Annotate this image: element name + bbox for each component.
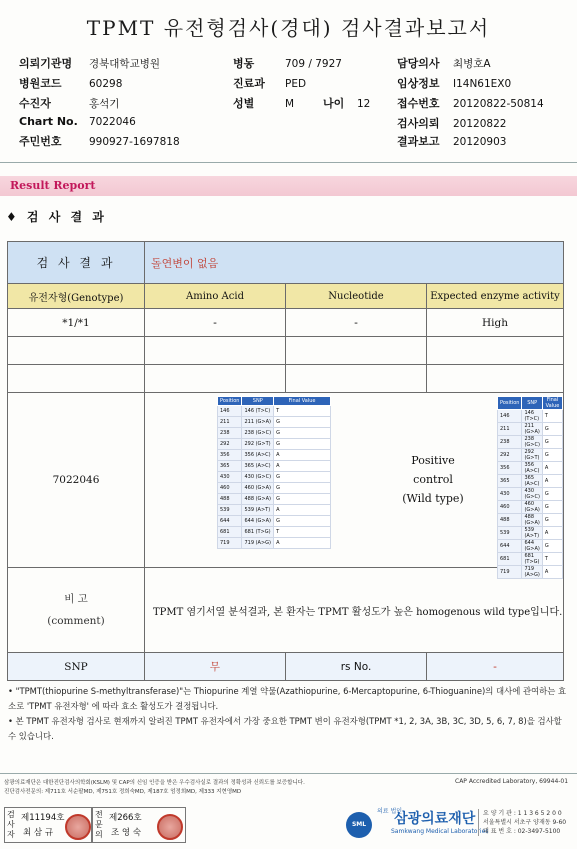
snp-change: 211 (G>A) — [242, 417, 274, 428]
snp-change: 430 (G>C) — [242, 472, 274, 483]
comment-cell: TPMT 염기서열 분석결과, 본 환자는 TPMT 활성도가 높은 homogenous wild type입니다. — [145, 568, 564, 653]
snp-position: 211 — [218, 417, 242, 428]
snp-row — [218, 483, 331, 494]
empty-cell — [145, 365, 286, 393]
amino-acid-cell: - — [145, 309, 286, 337]
snp-change: 488 (G>A) — [242, 494, 274, 505]
comment-label-cell: 비 고 (comment) — [8, 568, 145, 653]
snp-row — [218, 417, 331, 428]
sig-name: 조 영 숙 — [111, 828, 142, 838]
snp-change: 460 (G>A) — [242, 483, 274, 494]
snp-change: 292 (G>T) — [242, 439, 274, 450]
snp-final-value: G — [274, 472, 331, 483]
rs-label-cell: rs No. — [286, 653, 427, 681]
snp-final-value: T — [542, 410, 562, 423]
snp-position: 430 — [218, 472, 242, 483]
snp-final-value: T — [274, 527, 331, 538]
snp-row — [218, 494, 331, 505]
receipt-no-field: 접수번호 20120822-50814 — [397, 97, 544, 110]
signature-box-specialist — [92, 807, 186, 843]
clinical-info-field: 임상정보 I14N61EX0 — [397, 77, 512, 90]
snp-row — [498, 527, 563, 540]
institution-field: 의뢰기관명 경북대학교병원 — [19, 57, 161, 70]
snp-change: 460 (G>A) — [522, 501, 542, 514]
chart-no-field: Chart No. 7022046 — [19, 115, 136, 128]
control-snp-table-wrap — [497, 396, 563, 579]
sig-label: 검 사 자 — [7, 810, 15, 839]
snp-position: 356 — [218, 450, 242, 461]
snp-position: 146 — [498, 410, 522, 423]
snp-final-value: G — [542, 449, 562, 462]
footer-line-2: 진단검사전문의: 제711호 서순팔MD, 제751호 정희숙MD, 제187호 엄정희MD, 제333 지현영MD — [4, 789, 242, 795]
sig-license-no: 제11194호 — [21, 813, 65, 823]
report-title: TPMT 유전형검사(경대) 검사결과보고서 — [86, 16, 491, 40]
notes — [8, 684, 568, 744]
snp-row — [498, 475, 563, 488]
snp-row — [218, 505, 331, 516]
contact-info: 요 양 기 관 : 1 1 3 6 5 2 0 0 서울특별시 서초구 양재동 9-60 대 표 번 호 : 02-3497-5100 — [478, 809, 566, 836]
snp-change: 238 (G>C) — [242, 428, 274, 439]
snp-row — [218, 516, 331, 527]
sig-label: 전 문 의 — [95, 810, 103, 839]
snp-final-value: A — [274, 538, 331, 549]
snp-change: 681 (T>G) — [242, 527, 274, 538]
snp-row — [498, 423, 563, 436]
result-value-cell: 돌연변이 없음 — [145, 242, 564, 284]
genotype-cell: *1/*1 — [8, 309, 145, 337]
result-table — [7, 241, 564, 681]
col-nucleotide: Nucleotide — [286, 284, 427, 309]
nucleotide-cell: - — [286, 309, 427, 337]
snp-header-snp: SNP — [242, 397, 274, 406]
snp-position: 292 — [218, 439, 242, 450]
snp-change: 719 (A>G) — [242, 538, 274, 549]
snp-header-snp: SNP — [522, 397, 542, 410]
snp-change: 365 (A>C) — [242, 461, 274, 472]
activity-cell: High — [427, 309, 564, 337]
snp-change: 365 (A>C) — [522, 475, 542, 488]
snp-change: 356 (A>C) — [522, 462, 542, 475]
sig-name: 최 삼 규 — [23, 828, 54, 838]
col-amino-acid: Amino Acid — [145, 284, 286, 309]
snp-final-value: G — [274, 439, 331, 450]
snp-row — [218, 527, 331, 538]
snp-row — [218, 538, 331, 549]
seal-stamp-icon — [157, 814, 183, 840]
snp-header-value: Final Value — [542, 397, 562, 410]
rs-value-cell: - — [427, 653, 564, 681]
report-date-field: 결과보고 20120903 — [397, 135, 507, 148]
snp-row — [498, 488, 563, 501]
snp-row — [218, 450, 331, 461]
snp-row — [218, 439, 331, 450]
snp-position: 644 — [218, 516, 242, 527]
control-label: Positive control (Wild type) — [402, 454, 464, 505]
snp-position: 356 — [498, 462, 522, 475]
doctor-field: 담당의사 최병호A — [397, 57, 491, 70]
snp-final-value: T — [274, 406, 331, 417]
empty-cell — [145, 337, 286, 365]
snp-final-value: A — [274, 450, 331, 461]
dept-field: 진료과 PED — [233, 77, 307, 90]
snp-position: 539 — [218, 505, 242, 516]
snp-final-value: A — [542, 566, 562, 579]
snp-final-value: G — [274, 428, 331, 439]
section-title: ♦ 검 사 결 과 — [6, 210, 107, 224]
snp-position: 719 — [498, 566, 522, 579]
snp-final-value: G — [274, 494, 331, 505]
snp-row — [498, 553, 563, 566]
snp-row — [498, 501, 563, 514]
footer-line-1: 삼광의료재단은 대한진단검사의학회(KSLM) 및 CAP의 신임 인증을 받은 우수검사실로 결과의 정확성과 신뢰도를 보증합니다. — [4, 780, 305, 786]
patient-snp-table — [217, 396, 331, 549]
empty-cell — [8, 337, 145, 365]
control-snp-table — [497, 396, 563, 579]
ward-field: 병동 709 / 7927 — [233, 57, 342, 70]
snp-change: 211 (G>A) — [522, 423, 542, 436]
snp-change: 238 (G>C) — [522, 436, 542, 449]
snp-position: 460 — [218, 483, 242, 494]
snp-position: 719 — [218, 538, 242, 549]
request-date-field: 검사의뢰 20120822 — [397, 117, 507, 130]
patient-field: 수진자 홍석기 — [19, 97, 120, 110]
snp-final-value: A — [274, 505, 331, 516]
snp-final-value: G — [542, 501, 562, 514]
snp-final-value: A — [542, 462, 562, 475]
snp-position: 681 — [218, 527, 242, 538]
snp-row — [218, 461, 331, 472]
empty-cell — [286, 365, 427, 393]
snp-final-value: G — [274, 417, 331, 428]
snp-position: 681 — [498, 553, 522, 566]
sml-logo-icon: SML — [346, 812, 372, 838]
snp-final-value: A — [542, 475, 562, 488]
empty-cell — [286, 337, 427, 365]
sex-field: 성별 M — [233, 97, 295, 110]
snp-header-position: Position — [218, 397, 242, 406]
snp-change: 644 (G>A) — [242, 516, 274, 527]
snp-change: 292 (G>T) — [522, 449, 542, 462]
snp-final-value: G — [274, 516, 331, 527]
sample-id-cell: 7022046 — [8, 393, 145, 568]
result-label-cell: 검 사 결 과 — [8, 242, 145, 284]
snp-change: 644 (G>A) — [522, 540, 542, 553]
note-1: • "TPMT(thiopurine S-methyltransferase)"는 Thiopurine 계열 약물(Azathiopurine, 6-Mercaptopurine, 6-Thioguanine)의 대사에 관여하는 효소로 'TPMT 유전자형' 에 따라 효소 활성도가 결정됩니다. — [8, 686, 567, 711]
col-genotype: 유전자형(Genotype) — [8, 284, 145, 309]
snp-row — [498, 514, 563, 527]
snp-change: 146 (T>C) — [242, 406, 274, 417]
band-label: Result Report — [10, 179, 96, 192]
signature-box-tester — [4, 807, 92, 843]
snp-final-value: G — [542, 488, 562, 501]
snp-position: 365 — [498, 475, 522, 488]
snp-row — [498, 462, 563, 475]
snp-change: 719 (A>G) — [522, 566, 542, 579]
snp-change: 681 (T>G) — [522, 553, 542, 566]
snp-position: 365 — [218, 461, 242, 472]
footer-divider — [0, 773, 577, 774]
snp-change: 356 (A>C) — [242, 450, 274, 461]
age-field: 나이 12 — [323, 97, 371, 110]
snp-final-value: T — [542, 553, 562, 566]
snp-change: 539 (A>T) — [522, 527, 542, 540]
note-2: • 본 TPMT 유전자형 검사로 현재까지 알려진 TPMT 유전자에서 가장 중요한 TPMT 변이 유전자형(TPMT *1, 2, 3A, 3B, 3C, 3D, 5, 6, 7, 8)을 검사할 수 있습니다. — [8, 716, 562, 741]
snp-position: 430 — [498, 488, 522, 501]
hospital-code-field: 병원코드 60298 — [19, 77, 123, 90]
patient-snp-table-wrap — [217, 396, 331, 549]
snp-position: 488 — [218, 494, 242, 505]
empty-cell — [427, 365, 564, 393]
snp-final-value: G — [542, 436, 562, 449]
snp-row — [218, 406, 331, 417]
org-name-block: 의료 법인 삼광의료재단 Samkwang Medical Laboratories — [377, 808, 489, 835]
divider — [0, 162, 577, 163]
snp-position: 292 — [498, 449, 522, 462]
snp-final-value: A — [274, 461, 331, 472]
snp-header-position: Position — [498, 397, 522, 410]
result-report-band — [0, 176, 577, 196]
snp-change: 488 (G>A) — [522, 514, 542, 527]
snp-final-value: G — [542, 514, 562, 527]
snp-position: 146 — [218, 406, 242, 417]
snp-position: 460 — [498, 501, 522, 514]
cap-accreditation: CAP Accredited Laboratory, 69944-01 — [455, 778, 569, 785]
snp-final-value: A — [542, 527, 562, 540]
snp-final-value: G — [542, 423, 562, 436]
snp-position: 539 — [498, 527, 522, 540]
snp-row — [218, 428, 331, 439]
snp-position: 644 — [498, 540, 522, 553]
snp-change: 430 (G>C) — [522, 488, 542, 501]
snp-row — [218, 472, 331, 483]
col-enzyme-activity: Expected enzyme activity — [427, 284, 564, 309]
empty-cell — [427, 337, 564, 365]
snp-header-value: Final Value — [274, 397, 331, 406]
snp-change: 539 (A>T) — [242, 505, 274, 516]
snp-row — [498, 540, 563, 553]
snp-row — [498, 449, 563, 462]
snp-final-value: G — [274, 483, 331, 494]
snp-label-cell: SNP — [8, 653, 145, 681]
resident-no-field: 주민번호 990927-1697818 — [19, 135, 180, 148]
snp-change: 146 (T>C) — [522, 410, 542, 423]
snp-row — [498, 436, 563, 449]
snp-row — [498, 566, 563, 579]
snp-position: 211 — [498, 423, 522, 436]
snp-position: 238 — [498, 436, 522, 449]
snp-value-cell: 무 — [145, 653, 286, 681]
sig-license-no: 제266호 — [109, 813, 142, 823]
snp-final-value: G — [542, 540, 562, 553]
snp-position: 238 — [218, 428, 242, 439]
sequence-panel — [145, 393, 564, 578]
empty-cell — [8, 365, 145, 393]
seal-stamp-icon — [65, 814, 91, 840]
snp-position: 488 — [498, 514, 522, 527]
snp-row — [498, 410, 563, 423]
